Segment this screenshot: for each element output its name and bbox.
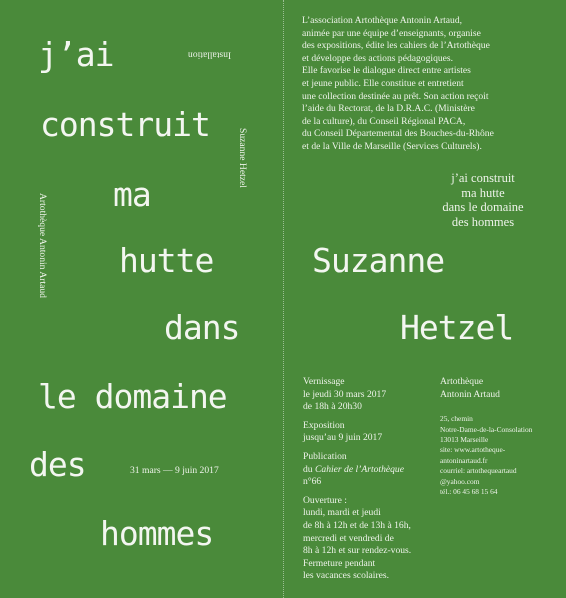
ouverture-line: lundi, mardi et jeudi	[303, 507, 381, 519]
association-line: des expositions, édite les cahiers de l’Artothèque	[302, 40, 490, 52]
phone-line: tél.: 06 45 68 15 64	[440, 487, 498, 497]
title-line-5: dans	[164, 308, 240, 347]
exposition-label: Exposition	[303, 419, 345, 431]
association-line: Elle favorise le dialogue direct entre artistes	[302, 65, 471, 77]
title-line-2: construit	[40, 105, 210, 144]
website-line: site: www.artotheque-	[440, 445, 506, 455]
small-title-line: j’ai construit	[451, 171, 515, 185]
small-title-line: des hommes	[451, 214, 515, 229]
address-line: 25, chemin	[440, 414, 473, 424]
ouverture-line: Fermeture pendant	[303, 557, 376, 569]
email-line: courriel: artothequeartaud	[440, 466, 517, 476]
exhibition-dates: 31 mars — 9 juin 2017	[130, 465, 219, 476]
association-text	[302, 15, 562, 154]
publication-title: Cahier de l’Artothèque	[315, 463, 404, 475]
address-line: Notre-Dame-de-la-Consolation	[440, 424, 533, 434]
vernissage-label: Vernissage	[303, 376, 345, 387]
ouverture-label: Ouverture :	[303, 494, 347, 506]
ouverture-line: de 8h à 12h et de 13h à 16h,	[303, 519, 411, 531]
installation-label: Installation	[188, 49, 232, 61]
ouverture-line: mercredi et vendredi de	[303, 532, 394, 544]
small-title-line: dans le domaine	[442, 200, 524, 214]
title-line-1: j’ai	[38, 35, 114, 74]
association-line: et de la Ville de Marseille (Services Culturels).	[302, 140, 482, 152]
small-title	[404, 171, 562, 229]
association-line: une collection destinée au prêt. Son action reçoit	[302, 90, 489, 102]
title-line-6: le domaine	[38, 377, 227, 416]
title-line-8: hommes	[100, 514, 214, 553]
venue-name-line: Antonin Artaud	[440, 388, 500, 400]
vertical-venue-name: Artothèque Antonin Artaud	[37, 193, 48, 298]
publication-label: Publication	[303, 450, 347, 462]
website-line: antoninartaud.fr	[440, 455, 488, 465]
association-line: et jeune public. Elle constitue et entretient	[302, 77, 464, 89]
vertical-artist-name: Suzanne Hetzel	[237, 128, 248, 188]
venue-address	[440, 414, 562, 497]
title-line-3: ma	[113, 175, 151, 214]
title-line-4: hutte	[119, 241, 214, 280]
ouverture-line: 8h à 12h et sur rendez-vous.	[303, 545, 412, 557]
association-line: et développe des actions pédagogiques.	[302, 52, 454, 64]
email-line: @yahoo.com	[440, 476, 480, 486]
association-line: l’aide du Rectorat, de la D.R.A.C. (Ministère	[302, 103, 475, 115]
venue-column	[440, 376, 562, 497]
small-title-line: ma hutte	[461, 185, 505, 200]
vernissage-line: de 18h à 20h30	[303, 401, 362, 413]
association-line: de la culture), du Conseil Régional PACA,	[302, 115, 466, 127]
info-column	[303, 376, 441, 583]
venue-name-line: Artothèque	[440, 376, 484, 387]
exposition-line: jusqu’au 9 juin 2017	[303, 432, 383, 444]
artist-first-name: Suzanne	[312, 241, 445, 280]
venue-name	[440, 376, 562, 401]
association-line: du Conseil Départemental des Bouches-du-Rhône	[302, 128, 494, 140]
association-line: animée par une équipe d’enseignants, organise	[302, 27, 481, 39]
fold-line	[283, 0, 284, 598]
ouverture-line: les vacances scolaires.	[303, 570, 390, 582]
publication-number: n°66	[303, 476, 322, 488]
publication-line	[303, 464, 441, 477]
vernissage-line: le jeudi 30 mars 2017	[303, 388, 387, 400]
artist-last-name: Hetzel	[400, 308, 514, 347]
association-line: L’association Artothèque Antonin Artaud,	[302, 15, 463, 26]
publication-prefix: du	[303, 463, 315, 475]
title-line-7: des	[29, 445, 86, 484]
address-line: 13013 Marseille	[440, 435, 489, 444]
